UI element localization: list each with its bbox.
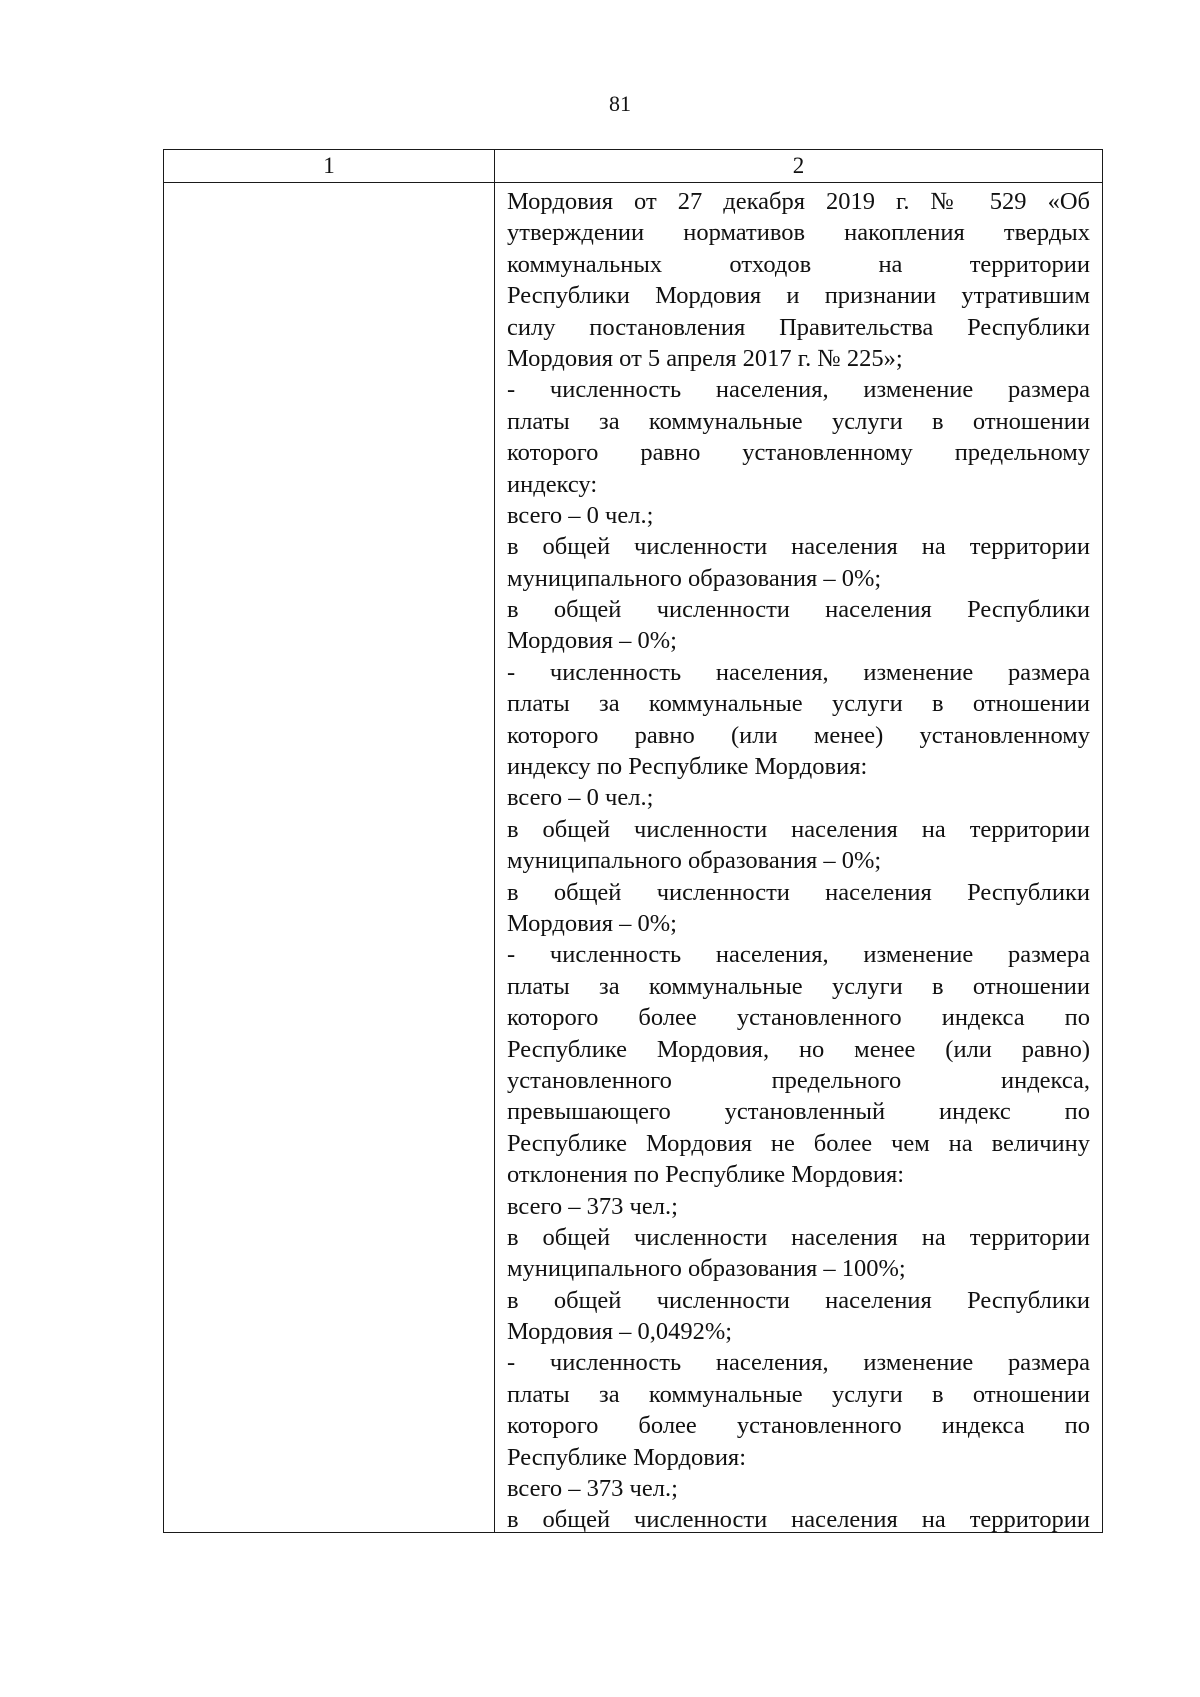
text-line: в общей численности населения Республики — [507, 878, 1090, 906]
text-line: в общей численности населения на территории — [507, 1223, 1090, 1251]
text-line: которого равно (или менее) установленному — [507, 721, 1090, 749]
text-line: платы за коммунальные услуги в отношении — [507, 690, 1090, 718]
text-line: утверждении нормативов накопления твердых — [507, 219, 1090, 247]
table-cell-column-2 — [507, 186, 1090, 1536]
text-line: установленного предельного индекса, — [507, 1066, 1090, 1094]
text-line: индексу: — [507, 470, 598, 498]
text-line: платы за коммунальные услуги в отношении — [507, 972, 1090, 1000]
text-line: которого более установленного индекса по — [507, 1412, 1090, 1440]
text-line: платы за коммунальные услуги в отношении — [507, 407, 1090, 435]
text-line: Мордовия – 0,0492%; — [507, 1318, 733, 1346]
header-cell-column-2: 2 — [792, 153, 805, 178]
text-line: в общей численности населения Республики — [507, 596, 1090, 624]
text-line: которого равно установленному предельному — [507, 439, 1090, 467]
document-table — [163, 149, 1103, 1533]
text-line: - численность населения, изменение размера — [507, 1349, 1090, 1377]
text-line: - численность населения, изменение размера — [507, 658, 1090, 686]
text-line: Республики Мордовия и признании утратившим — [507, 282, 1090, 310]
text-line: муниципального образования – 0%; — [507, 847, 882, 875]
text-line: силу постановления Правительства Республики — [507, 313, 1090, 341]
text-line: Республике Мордовия, но менее (или равно) — [507, 1035, 1090, 1063]
text-line: Мордовия от 5 апреля 2017 г. № 225»; — [507, 344, 903, 372]
header-cell-column-1: 1 — [323, 153, 335, 178]
text-line: - численность населения, изменение размера — [507, 376, 1090, 404]
text-line: - численность населения, изменение размера — [507, 941, 1090, 969]
page-number: 81 — [609, 91, 631, 116]
text-line: которого более установленного индекса по — [507, 1004, 1090, 1032]
text-line: муниципального образования – 100%; — [507, 1255, 906, 1283]
text-line: в общей численности населения на территории — [507, 1506, 1090, 1534]
text-line: всего – 0 чел.; — [507, 784, 654, 812]
table-header-row — [164, 150, 1102, 183]
text-line: Мордовия – 0%; — [507, 909, 677, 937]
text-line: в общей численности населения на территории — [507, 533, 1090, 561]
table-cell-column-1 — [164, 183, 494, 1532]
text-line: всего – 373 чел.; — [507, 1192, 678, 1220]
text-line: муниципального образования – 0%; — [507, 564, 882, 592]
text-line: в общей численности населения на территории — [507, 815, 1090, 843]
text-line: Мордовия от 27 декабря 2019 г. № 529 «Об — [507, 188, 1090, 215]
text-line: превышающего установленный индекс по — [507, 1098, 1090, 1126]
text-line: отклонения по Республике Мордовия: — [507, 1161, 905, 1189]
text-line: индексу по Республике Мордовия: — [507, 753, 868, 781]
text-line: всего – 373 чел.; — [507, 1475, 678, 1503]
text-line: Мордовия – 0%; — [507, 627, 677, 655]
text-line: коммунальных отходов на территории — [507, 250, 1090, 278]
text-line: всего – 0 чел.; — [507, 501, 654, 529]
text-line: в общей численности населения Республики — [507, 1286, 1090, 1314]
text-line: Республике Мордовия не более чем на величину — [507, 1129, 1090, 1157]
column-divider — [494, 150, 495, 1532]
text-line: платы за коммунальные услуги в отношении — [507, 1380, 1090, 1408]
text-line: Республике Мордовия: — [507, 1443, 747, 1471]
